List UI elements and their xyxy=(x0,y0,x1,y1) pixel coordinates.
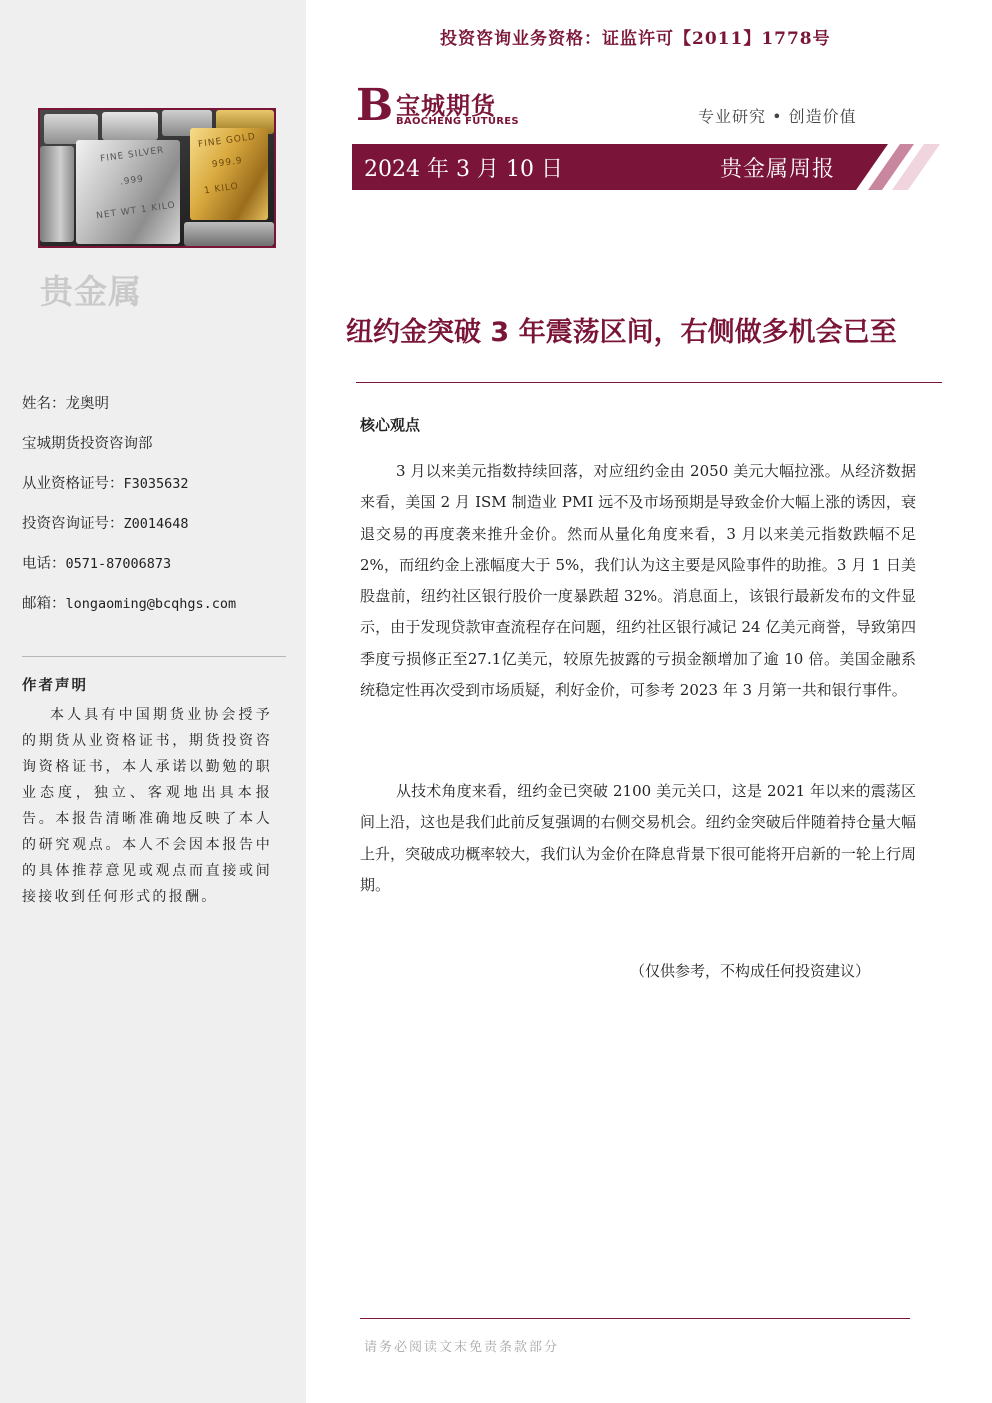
precious-metal-bars-image xyxy=(38,108,276,248)
sidebar-divider xyxy=(22,656,286,657)
sidebar xyxy=(0,0,306,1403)
footer-divider xyxy=(360,1318,910,1319)
contact-advisory-license xyxy=(22,512,292,552)
contact-value: 0571-87006873 xyxy=(65,556,172,572)
footer-note: 请务必阅读文末免责条款部分 xyxy=(364,1340,560,1355)
article-paragraph-1: 3 月以来美元指数持续回落，对应纽约金由 2050 美元大幅拉涨。从经济数据来看，美国 2 月 ISM 制造业 PMI 远不及市场预期是导致金价大幅上涨的诱因，衰退交易的再度袭来推升金价。然而从量化角度来看，3 月以来美元指数跌幅不足 2%，而纽约金上涨幅度大于 5%，我们认为这主要是风险事件的助推。3 月 1 日美股盘前，纽约社区银行股价一度暴跌超 32%。消息面上，该银行最新发布的文件显示，由于发现贷款审查流程存在问题，纽约社区银行减记 24 亿美元商誉，导致第四季度亏损修正至27.1亿美元，较原先披露的亏损金额增加了逾 10 倍。美国金融系统稳定性再次受到市场质疑，利好金价，可参考 2023 年 3 月第一共和银行事件。 xyxy=(360,462,916,700)
report-type: 贵金属周报 xyxy=(720,157,836,182)
license-notice: 投资咨询业务资格：证监许可【2011】1778号 xyxy=(440,29,831,49)
contact-value: F3035632 xyxy=(123,476,189,492)
contact-label: 电话： xyxy=(22,556,66,572)
contact-value: 宝城期货投资咨询部 xyxy=(22,436,153,452)
silver-label-weight: NET WT 1 KILO xyxy=(95,200,177,222)
contact-name xyxy=(22,392,292,432)
silver-bar-main xyxy=(76,140,180,244)
gold-label-purity: 999.9 xyxy=(211,155,244,171)
logo-mark-icon: B xyxy=(356,80,394,131)
contact-label: 投资咨询证号： xyxy=(22,516,124,532)
contact-phone xyxy=(22,552,292,592)
report-date: 2024 年 3 月 10 日 xyxy=(364,157,563,182)
gold-bar-main xyxy=(190,128,268,220)
gold-label-weight: 1 KILO xyxy=(203,181,240,197)
article-paragraph-2: 从技术角度来看，纽约金已突破 2100 美元关口，这是 2021 年以来的震荡区间上沿，这也是我们此前反复强调的右侧交易机会。纽约金突破后伴随着持仓量大幅上升，突破成功概率较大，我们认为金价在降息背景下很可能将开启新的一轮上行周期。 xyxy=(360,782,916,894)
company-logo xyxy=(356,80,556,132)
silver-bar-back-2 xyxy=(102,112,158,140)
author-statement-heading: 作者声明 xyxy=(22,677,88,694)
contact-department xyxy=(22,432,292,472)
silver-bar-bottom xyxy=(184,222,274,246)
sidebar-category-title: 贵金属 xyxy=(40,272,142,311)
contact-value: Z0014648 xyxy=(123,516,189,532)
contact-email-link[interactable]: longaoming@bcqhgs.com xyxy=(65,596,237,612)
silver-label-purity: .999 xyxy=(119,174,145,188)
analyst-contact-block xyxy=(22,392,292,632)
article-title: 纽约金突破 3 年震荡区间，右侧做多机会已至 xyxy=(346,317,897,348)
investment-disclaimer: （仅供参考，不构成任何投资建议） xyxy=(630,962,871,980)
gold-label-fine: FINE GOLD xyxy=(197,132,257,150)
company-slogan: 专业研究 • 创造价值 xyxy=(698,107,857,126)
contact-label: 从业资格证号： xyxy=(22,476,124,492)
contact-value: 龙奥明 xyxy=(65,396,109,412)
contact-label: 邮箱： xyxy=(22,596,66,612)
silver-label-fine: FINE SILVER xyxy=(99,145,165,165)
silver-bar-left xyxy=(40,146,74,242)
title-divider xyxy=(356,382,942,383)
contact-email xyxy=(22,592,292,632)
contact-label: 姓名： xyxy=(22,396,66,412)
contact-practice-license xyxy=(22,472,292,512)
section-heading: 核心观点 xyxy=(360,416,421,434)
logo-chinese-name: 宝城期货 xyxy=(396,92,496,120)
author-statement-body: 本人具有中国期货业协会授予的期货从业资格证书，期货投资咨询资格证书，本人承诺以勤勉的职业态度，独立、客观地出具本报告。本报告清晰准确地反映了本人的研究观点。本人不会因本报告中的具体推荐意见或观点而直接或间接接收到任何形式的报酬。 xyxy=(22,707,272,905)
logo-english-name: BAOCHENG FUTURES xyxy=(396,116,519,127)
